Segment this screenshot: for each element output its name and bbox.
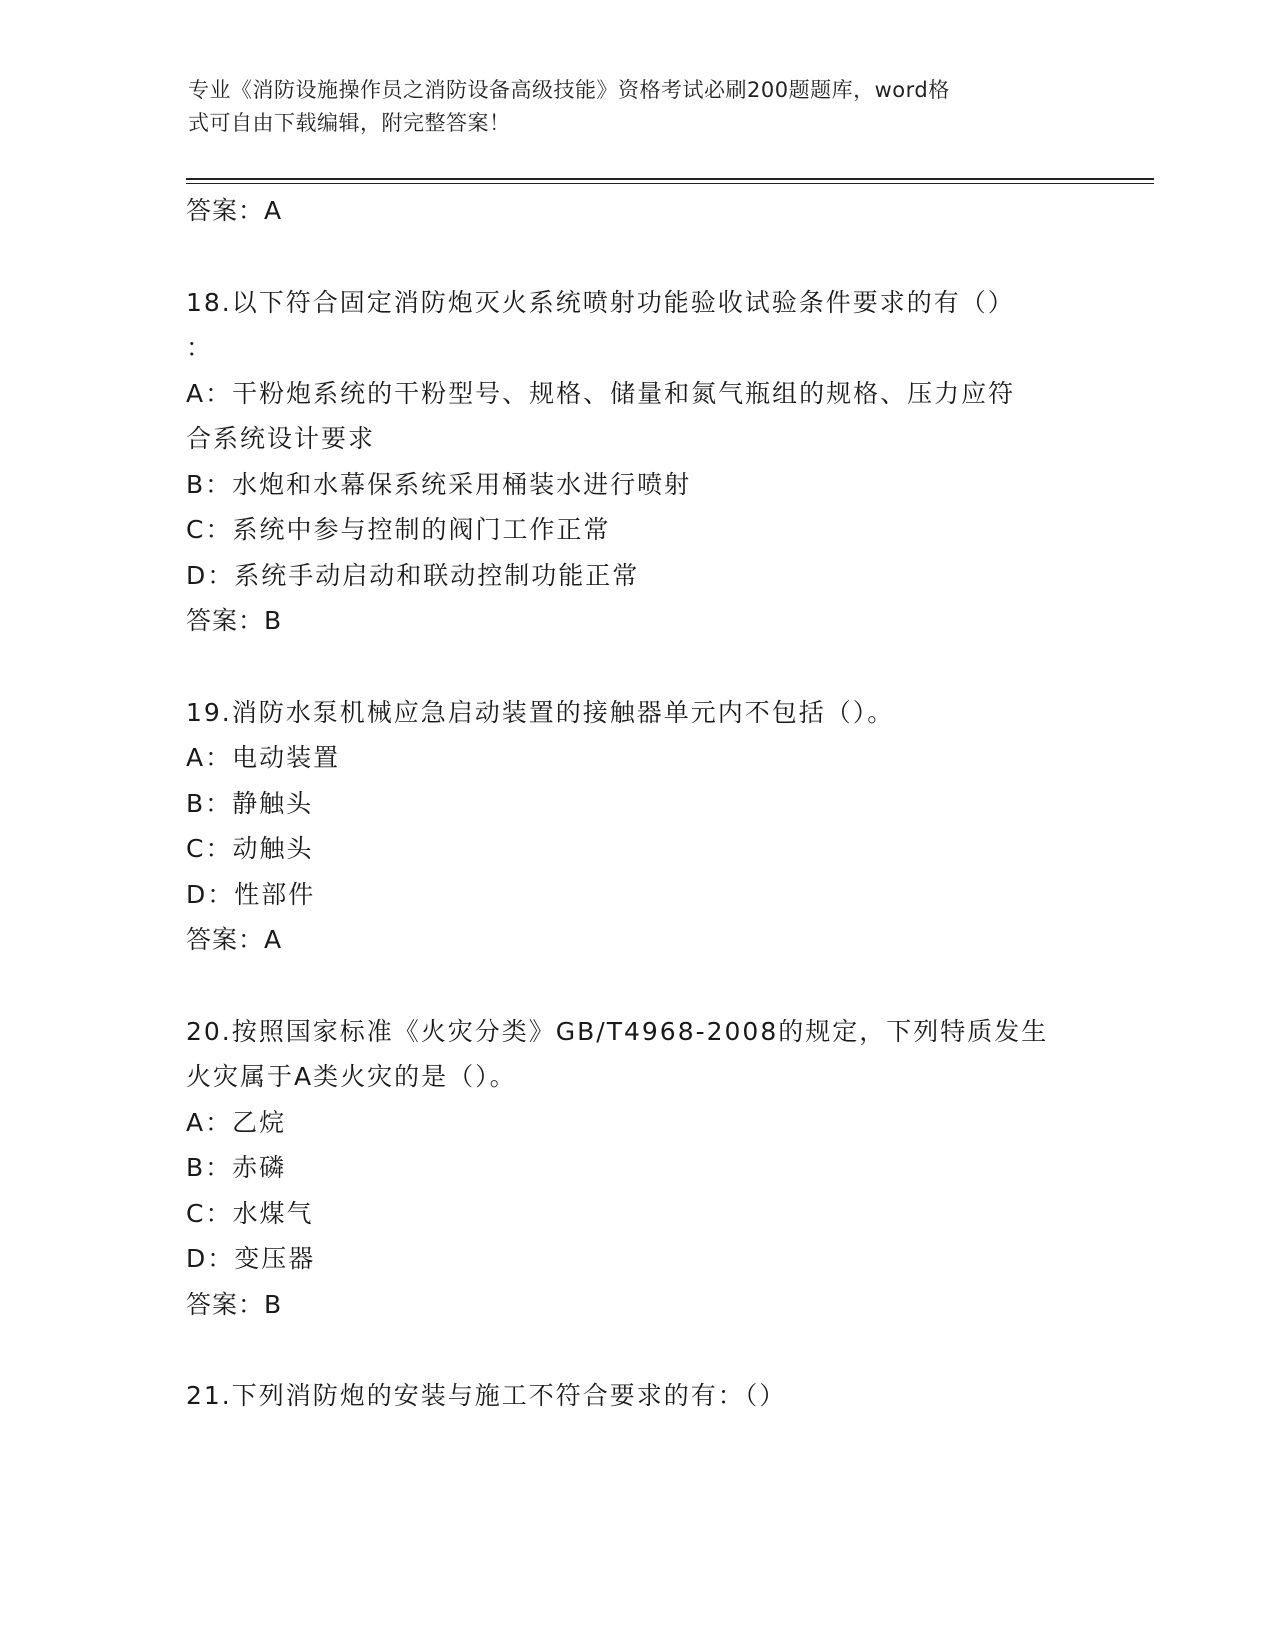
header-divider-thin	[186, 183, 1154, 184]
option-b: B：水炮和水幕保系统采用桶装水进行喷射	[186, 469, 692, 499]
question-stem-cont: 火灾属于A类火灾的是（）。	[186, 1062, 517, 1091]
option-c: C：动触头	[186, 834, 314, 863]
answer-prev: 答案：A	[186, 196, 283, 225]
question-19	[186, 690, 1106, 963]
question-21	[186, 1373, 1106, 1419]
page-header	[188, 74, 1088, 140]
header-line-2: 式可自由下载编辑，附完整答案！	[188, 111, 511, 135]
option-c: C：水煤气	[186, 1198, 314, 1228]
question-stem: 21.下列消防炮的安装与施工不符合要求的有：（）	[186, 1381, 787, 1410]
spacer	[186, 234, 1106, 280]
question-18	[186, 280, 1106, 644]
question-stem: 19.消防水泵机械应急启动装置的接触器单元内不包括（）。	[186, 697, 895, 727]
option-c: C：系统中参与控制的阀门工作正常	[186, 515, 611, 544]
answer: 答案：A	[186, 925, 283, 954]
option-d: D：性部件	[186, 879, 316, 909]
header-divider-thick	[186, 178, 1154, 180]
spacer	[186, 644, 1106, 690]
option-a-cont: 合系统设计要求	[186, 424, 376, 453]
question-list	[186, 188, 1106, 1419]
option-b: B：静触头	[186, 788, 314, 818]
question-stem-cont: ：	[186, 333, 214, 362]
option-b: B：赤磷	[186, 1153, 287, 1182]
option-a: A：乙烷	[186, 1107, 287, 1137]
spacer	[186, 1327, 1106, 1373]
option-d: D：系统手动启动和联动控制功能正常	[186, 560, 640, 590]
answer: 答案：B	[186, 1289, 283, 1319]
question-20	[186, 1009, 1106, 1328]
question-stem: 18.以下符合固定消防炮灭火系统喷射功能验收试验条件要求的有（）	[186, 287, 1015, 317]
question-stem: 20.按照国家标准《火灾分类》GB/T4968-2008的规定，下列特质发生	[186, 1016, 1049, 1046]
option-a: A：电动装置	[186, 743, 341, 772]
option-a: A：干粉炮系统的干粉型号、规格、储量和氮气瓶组的规格、压力应符	[186, 378, 1016, 408]
spacer	[186, 963, 1106, 1009]
option-d: D：变压器	[186, 1244, 316, 1273]
answer: 答案：B	[186, 606, 283, 635]
header-line-1: 专业《消防设施操作员之消防设备高级技能》资格考试必刷200题题库，word格	[188, 78, 950, 102]
